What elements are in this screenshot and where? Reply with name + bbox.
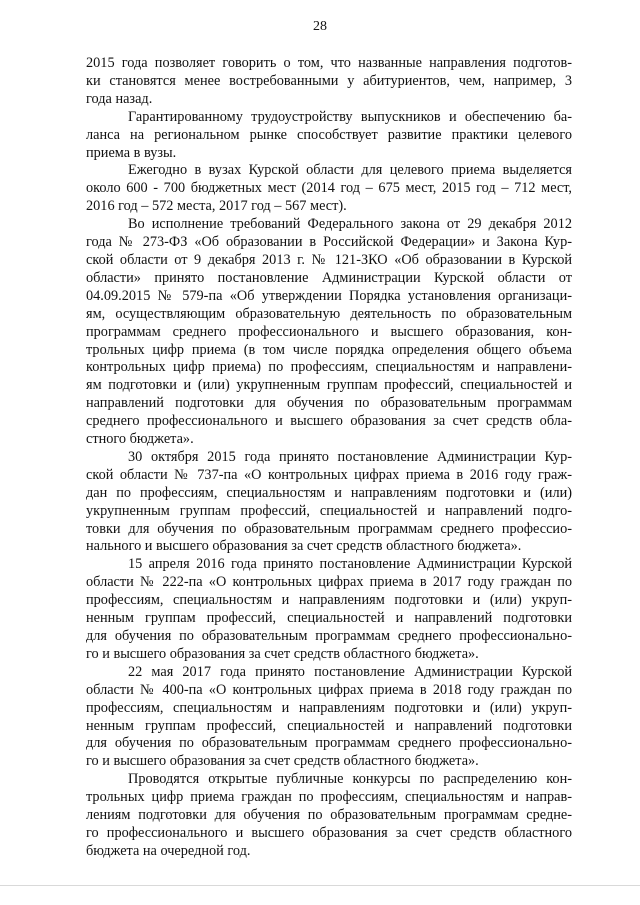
paragraph-line: трольных цифр приема граждан по профессиям, специальностям и направ-: [86, 789, 572, 806]
paragraph-line: профессиям, специальностям и направлениям подготовки и (или) укруп-: [86, 699, 572, 716]
paragraph-line: 30 октября 2015 года принято постановление Администрации Кур-: [128, 448, 572, 465]
paragraph-line: области № 222-па «О контрольных цифрах приема в 2017 году граждан по: [86, 574, 572, 591]
paragraph-line: среднего профессионального и высшего образования за счет средств обла-: [86, 413, 572, 430]
paragraph: [86, 556, 572, 663]
paragraph-line: ской области от 9 декабря 2013 г. № 121-ЗКО «Об образовании в Курской: [86, 251, 572, 268]
paragraph: [86, 216, 572, 449]
paragraph-line: области» принято постановление Администрации Курской области от: [86, 269, 572, 286]
paragraph-line: трольных цифр приема (в том числе порядка определения общего объема: [86, 341, 572, 358]
paragraph-line: Во исполнение требований Федерального закона от 29 декабря 2012: [128, 216, 572, 233]
paragraph-line: нального и высшего образования за счет средств областного бюджета».: [86, 538, 522, 555]
document-body: [86, 55, 572, 861]
paragraph-line: направлений подготовки для обучения по образовательным программам: [86, 395, 572, 412]
paragraph: [86, 109, 572, 163]
paragraph-line: контрольных цифр приема) по профессиям, специальностям и направлени-: [86, 359, 572, 376]
paragraph-line: 22 мая 2017 года принято постановление Администрации Курской: [128, 663, 572, 680]
paragraph-line: 2015 года позволяет говорить о том, что названные направления подготов-: [86, 55, 572, 71]
paragraph-line: дан по профессиям, специальностям и направлениям подготовки и (или): [86, 484, 572, 501]
paragraph: [86, 664, 572, 771]
paragraph-line: программам среднего профессионального и высшего образования, кон-: [86, 323, 572, 340]
page-number: 28: [313, 19, 327, 34]
paragraph-line: ненным группам профессий, специальностей и направлений подготовки: [86, 610, 572, 627]
paragraph-line: Гарантированному трудоустройству выпускников и обеспечению ба-: [128, 108, 572, 125]
paragraph-line: лениям подготовки для обучения по образовательным программам средне-: [86, 807, 572, 824]
page-bottom-edge: [0, 885, 640, 886]
paragraph-line: Проводятся открытые публичные конкурсы по распределению кон-: [128, 771, 572, 788]
paragraph: [86, 162, 572, 216]
paragraph-line: Ежегодно в вузах Курской области для целевого приема выделяется: [128, 162, 572, 179]
paragraph-line: около 600 - 700 бюджетных мест (2014 год – 675 мест, 2015 год – 712 мест,: [86, 180, 572, 197]
paragraph-line: го и высшего образования за счет средств областного бюджета».: [86, 753, 479, 770]
paragraph-line: бюджета на очередной год.: [86, 842, 251, 859]
paragraph-line: товки для обучения по образовательным программам среднего профессио-: [86, 520, 572, 537]
paragraph-line: года № 273-ФЗ «Об образовании в Российской Федерации» и Закона Кур-: [86, 234, 572, 251]
paragraph-line: стного бюджета».: [86, 431, 194, 448]
paragraph-line: для обучения по образовательным программам среднего профессионально-: [86, 735, 572, 752]
paragraph-line: ям, осуществляющим образовательную деятельность по образовательным: [86, 305, 572, 322]
paragraph: [86, 771, 572, 861]
paragraph-line: для обучения по образовательным программам среднего профессионально-: [86, 628, 572, 644]
paragraph-line: 15 апреля 2016 года принято постановление Администрации Курской: [128, 556, 572, 573]
paragraph: [86, 55, 572, 109]
paragraph-line: ланса на региональном рынке способствует развитие практики целевого: [86, 126, 572, 143]
paragraph: [86, 449, 572, 556]
paragraph-line: ки становятся менее востребованными у абитуриентов, чем, например, 3: [86, 72, 572, 89]
paragraph-line: 04.09.2015 № 579-па «Об утверждении Порядка установления организаци-: [86, 287, 572, 304]
paragraph-line: области № 400-па «О контрольных цифрах приема в 2018 году граждан по: [86, 681, 572, 698]
paragraph-line: ненным группам профессий, специальностей и направлений подготовки: [86, 717, 572, 734]
paragraph-line: приема в вузы.: [86, 144, 177, 161]
paragraph-line: укрупненным группам профессий, специальностей и направлений подго-: [86, 502, 572, 519]
paragraph-line: профессиям, специальностям и направлениям подготовки и (или) укруп-: [86, 592, 572, 609]
paragraph-line: го профессионального и высшего образования за счет средств областного: [86, 824, 572, 841]
paragraph-line: го и высшего образования за счет средств областного бюджета».: [86, 645, 479, 662]
paragraph-line: 2016 год – 572 места, 2017 год – 567 мест).: [86, 198, 347, 215]
paragraph-line: ской области № 737-па «О контрольных цифрах приема в 2016 году граж-: [86, 466, 572, 483]
paragraph-line: ям подготовки и (или) укрупненным группам профессий, специальностей и: [86, 377, 572, 394]
paragraph-line: года назад.: [86, 90, 153, 107]
